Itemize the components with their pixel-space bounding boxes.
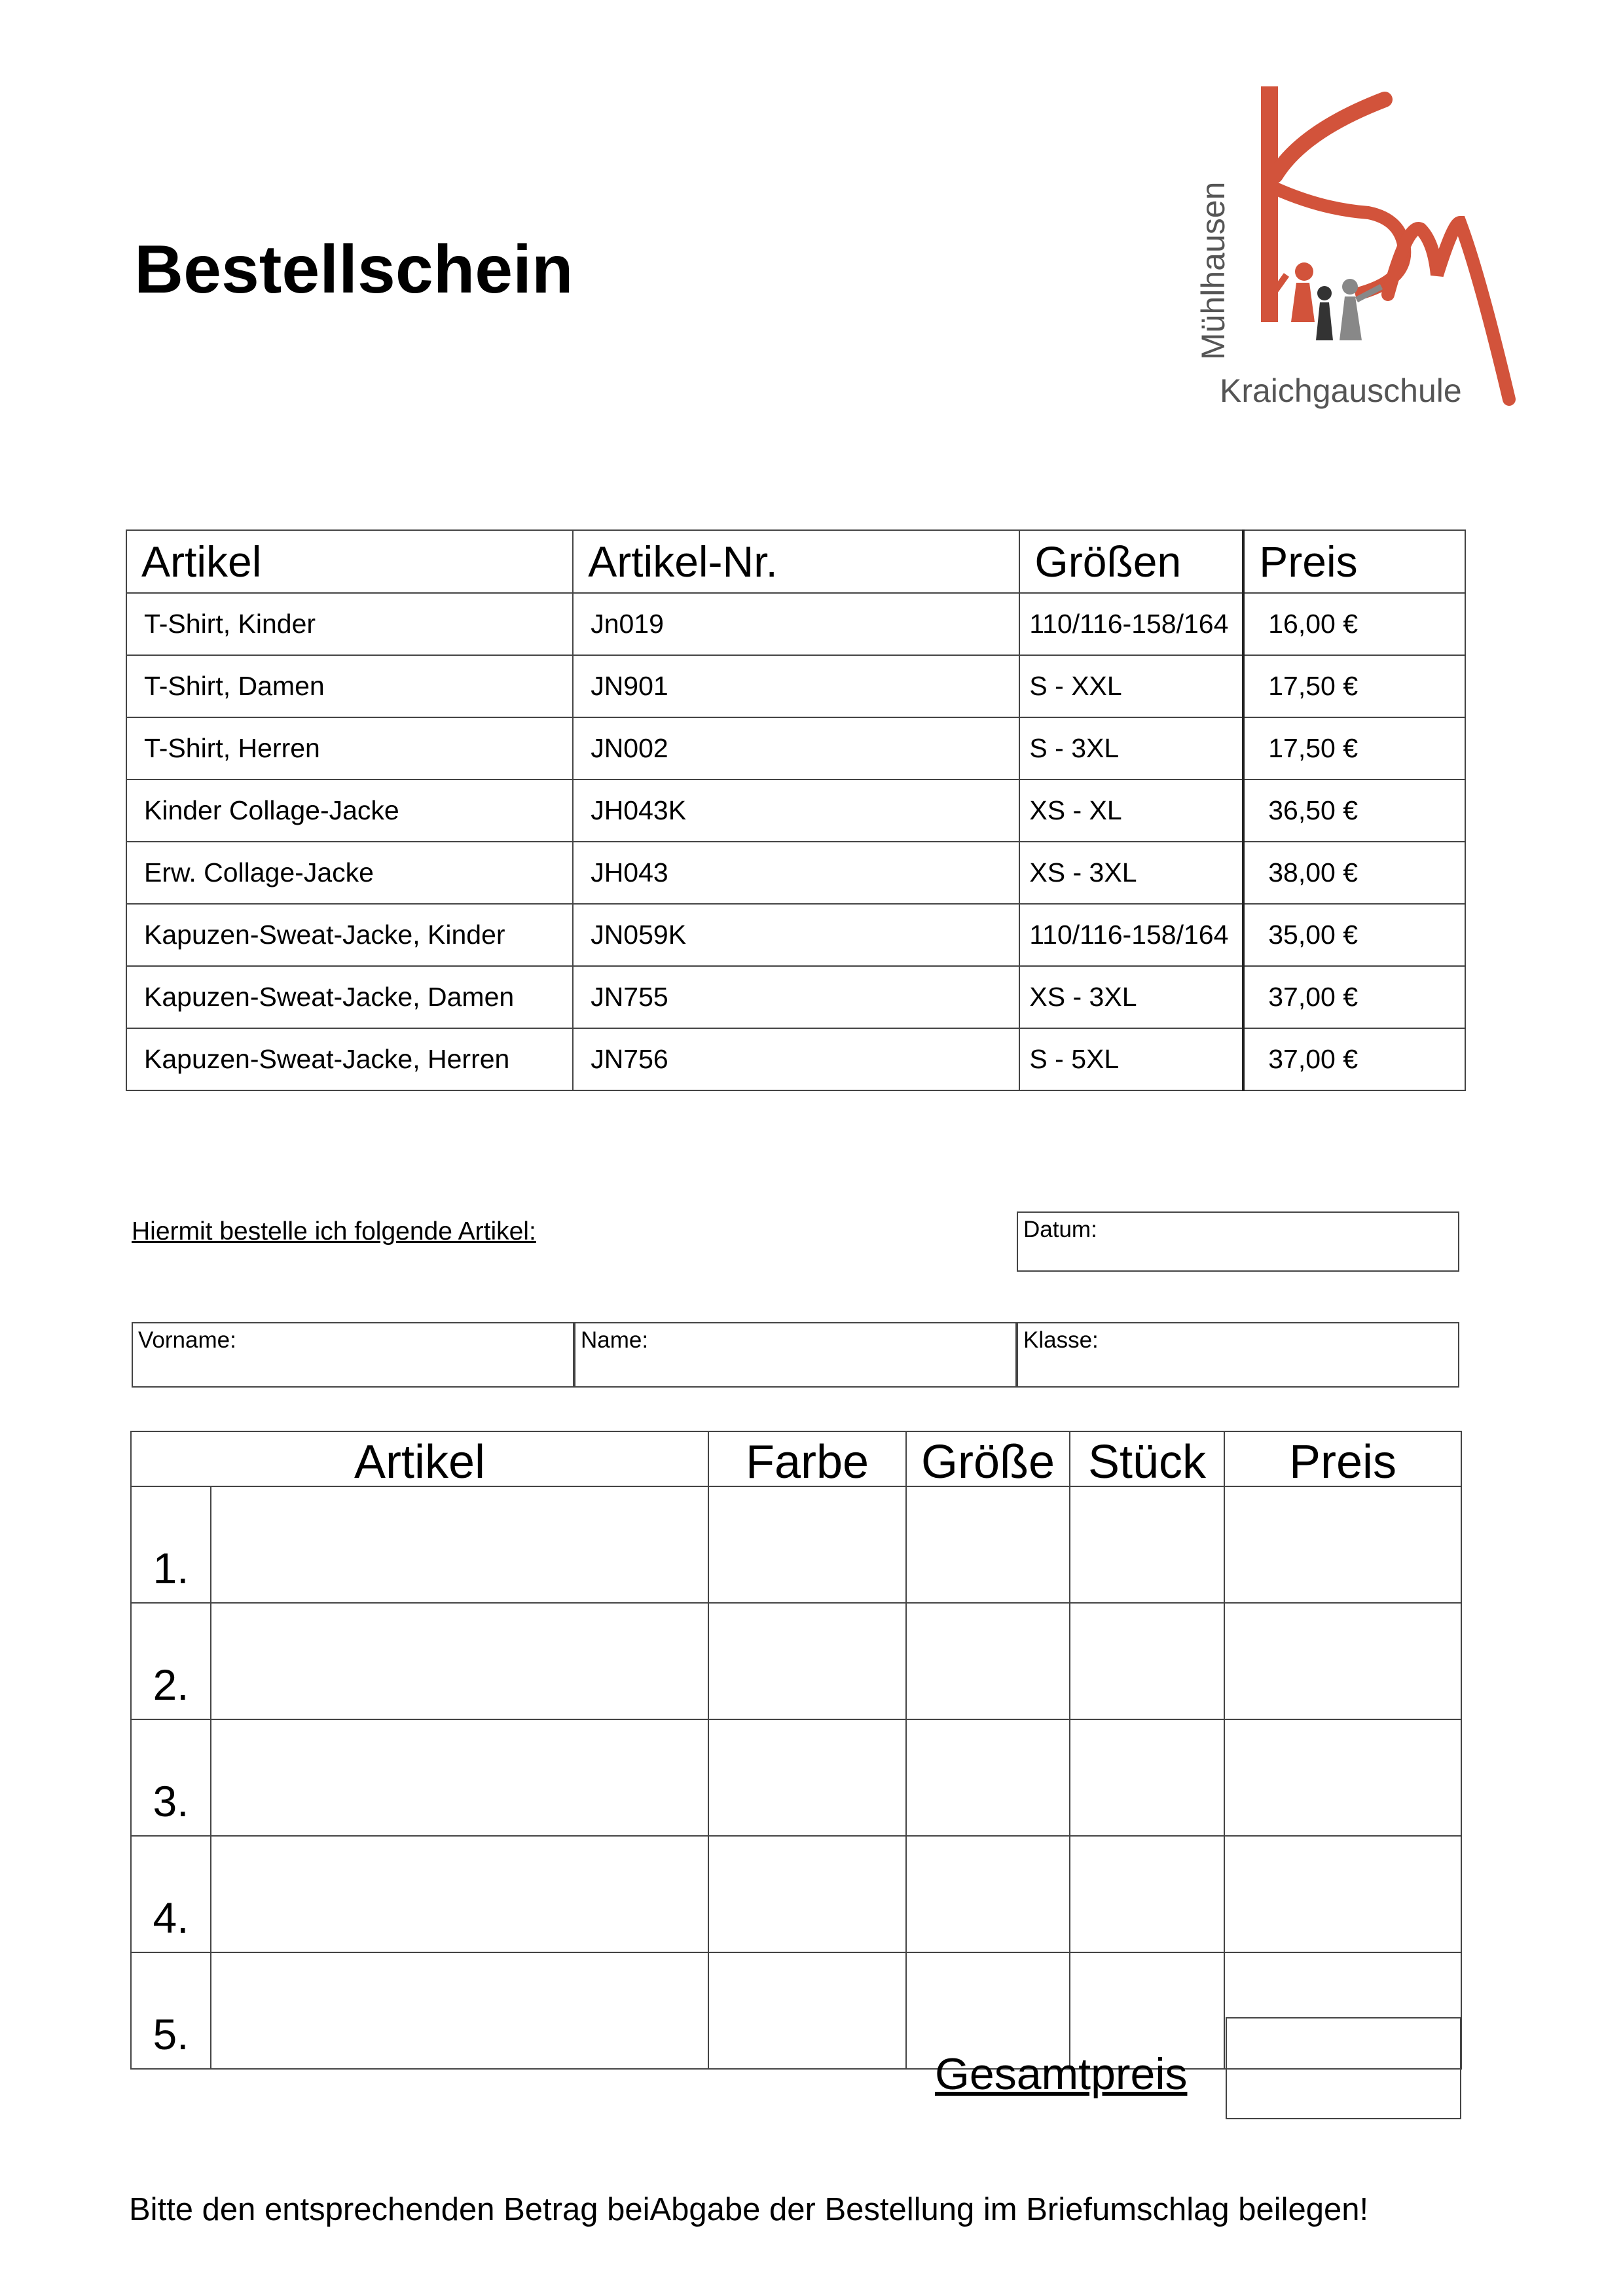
order-header-artikel: Artikel bbox=[131, 1431, 708, 1486]
klasse-label: Klasse: bbox=[1023, 1327, 1099, 1353]
order-row bbox=[131, 1486, 1461, 1603]
name-field[interactable] bbox=[574, 1322, 1017, 1388]
cell-preis: 37,00 € bbox=[1243, 1028, 1465, 1090]
order-stueck-cell[interactable] bbox=[1070, 1836, 1224, 1952]
cell-preis: 17,50 € bbox=[1243, 717, 1465, 780]
cell-artikel: T-Shirt, Damen bbox=[126, 655, 573, 717]
order-groesse-cell[interactable] bbox=[906, 1486, 1070, 1603]
order-header-groesse: Größe bbox=[906, 1431, 1070, 1486]
footer-note: Bitte den entsprechenden Betrag beiAbgabe der Bestellung im Briefumschlag beilegen! bbox=[129, 2192, 1369, 2227]
cell-artikel: Kapuzen-Sweat-Jacke, Damen bbox=[126, 966, 573, 1028]
product-table-header bbox=[126, 530, 1465, 593]
order-header-preis: Preis bbox=[1224, 1431, 1461, 1486]
order-preis-cell[interactable] bbox=[1224, 1719, 1461, 1836]
product-table bbox=[126, 529, 1466, 1091]
cell-groessen: S - 3XL bbox=[1019, 717, 1243, 780]
order-preis-cell[interactable] bbox=[1224, 1603, 1461, 1719]
column-header-preis: Preis bbox=[1243, 530, 1465, 593]
cell-artikel-nr: Jn019 bbox=[573, 593, 1019, 655]
order-artikel-cell[interactable] bbox=[211, 1486, 708, 1603]
order-artikel-cell[interactable] bbox=[211, 1603, 708, 1719]
cell-groessen: 110/116-158/164 bbox=[1019, 593, 1243, 655]
cell-artikel: T-Shirt, Kinder bbox=[126, 593, 573, 655]
order-farbe-cell[interactable] bbox=[708, 1603, 906, 1719]
order-farbe-cell[interactable] bbox=[708, 1719, 906, 1836]
order-farbe-cell[interactable] bbox=[708, 1486, 906, 1603]
order-row bbox=[131, 1836, 1461, 1952]
cell-artikel-nr: JN901 bbox=[573, 655, 1019, 717]
order-header-stueck: Stück bbox=[1070, 1431, 1224, 1486]
cell-preis: 37,00 € bbox=[1243, 966, 1465, 1028]
cell-preis: 17,50 € bbox=[1243, 655, 1465, 717]
cell-preis: 16,00 € bbox=[1243, 593, 1465, 655]
column-header-groessen: Größen bbox=[1019, 530, 1243, 593]
order-preis-cell[interactable] bbox=[1224, 1836, 1461, 1952]
vorname-label: Vorname: bbox=[138, 1327, 236, 1353]
cell-groessen: 110/116-158/164 bbox=[1019, 904, 1243, 966]
cell-preis: 38,00 € bbox=[1243, 842, 1465, 904]
order-groesse-cell[interactable] bbox=[906, 1603, 1070, 1719]
datum-label: Datum: bbox=[1023, 1217, 1097, 1242]
table-row bbox=[126, 904, 1465, 966]
order-table bbox=[130, 1431, 1462, 2070]
order-artikel-cell[interactable] bbox=[211, 1719, 708, 1836]
cell-artikel-nr: JN755 bbox=[573, 966, 1019, 1028]
table-row bbox=[126, 717, 1465, 780]
row-number: 4. bbox=[131, 1836, 211, 1952]
order-row bbox=[131, 1719, 1461, 1836]
logo-school-text: Kraichgauschule bbox=[1220, 372, 1462, 409]
cell-artikel: Kapuzen-Sweat-Jacke, Herren bbox=[126, 1028, 573, 1090]
cell-artikel: Kinder Collage-Jacke bbox=[126, 780, 573, 842]
order-farbe-cell[interactable] bbox=[708, 1836, 906, 1952]
school-logo bbox=[1172, 79, 1539, 419]
row-number: 2. bbox=[131, 1603, 211, 1719]
cell-groessen: XS - 3XL bbox=[1019, 842, 1243, 904]
cell-groessen: S - 5XL bbox=[1019, 1028, 1243, 1090]
total-price-field[interactable] bbox=[1226, 2017, 1461, 2119]
order-stueck-cell[interactable] bbox=[1070, 1719, 1224, 1836]
cell-artikel-nr: JN059K bbox=[573, 904, 1019, 966]
order-table-header bbox=[131, 1431, 1461, 1486]
page-title: Bestellschein bbox=[134, 232, 574, 308]
cell-preis: 36,50 € bbox=[1243, 780, 1465, 842]
logo-town-text: Mühlhausen bbox=[1195, 181, 1231, 360]
total-label: Gesamtpreis bbox=[935, 2049, 1188, 2099]
order-header-farbe: Farbe bbox=[708, 1431, 906, 1486]
order-stueck-cell[interactable] bbox=[1070, 1486, 1224, 1603]
column-header-artikel: Artikel bbox=[126, 530, 573, 593]
cell-groessen: S - XXL bbox=[1019, 655, 1243, 717]
name-label: Name: bbox=[581, 1327, 649, 1353]
cell-artikel-nr: JN002 bbox=[573, 717, 1019, 780]
order-intro-text: Hiermit bestelle ich folgende Artikel: bbox=[132, 1217, 536, 1246]
table-row bbox=[126, 655, 1465, 717]
row-number: 1. bbox=[131, 1486, 211, 1603]
order-artikel-cell[interactable] bbox=[211, 1952, 708, 2069]
cell-preis: 35,00 € bbox=[1243, 904, 1465, 966]
cell-artikel: T-Shirt, Herren bbox=[126, 717, 573, 780]
order-farbe-cell[interactable] bbox=[708, 1952, 906, 2069]
cell-artikel: Erw. Collage-Jacke bbox=[126, 842, 573, 904]
table-row bbox=[126, 966, 1465, 1028]
cell-artikel-nr: JN756 bbox=[573, 1028, 1019, 1090]
order-preis-cell[interactable] bbox=[1224, 1486, 1461, 1603]
order-stueck-cell[interactable] bbox=[1070, 1603, 1224, 1719]
vorname-field[interactable] bbox=[132, 1322, 574, 1388]
table-row bbox=[126, 593, 1465, 655]
cell-groessen: XS - 3XL bbox=[1019, 966, 1243, 1028]
cell-artikel-nr: JH043 bbox=[573, 842, 1019, 904]
table-row bbox=[126, 842, 1465, 904]
order-groesse-cell[interactable] bbox=[906, 1719, 1070, 1836]
datum-field[interactable] bbox=[1017, 1211, 1459, 1272]
order-row bbox=[131, 1603, 1461, 1719]
row-number: 3. bbox=[131, 1719, 211, 1836]
row-number: 5. bbox=[131, 1952, 211, 2069]
column-header-artikel-nr: Artikel-Nr. bbox=[573, 530, 1019, 593]
klasse-field[interactable] bbox=[1017, 1322, 1459, 1388]
table-row bbox=[126, 1028, 1465, 1090]
order-groesse-cell[interactable] bbox=[906, 1836, 1070, 1952]
cell-artikel-nr: JH043K bbox=[573, 780, 1019, 842]
order-artikel-cell[interactable] bbox=[211, 1836, 708, 1952]
cell-artikel: Kapuzen-Sweat-Jacke, Kinder bbox=[126, 904, 573, 966]
table-row bbox=[126, 780, 1465, 842]
cell-groessen: XS - XL bbox=[1019, 780, 1243, 842]
